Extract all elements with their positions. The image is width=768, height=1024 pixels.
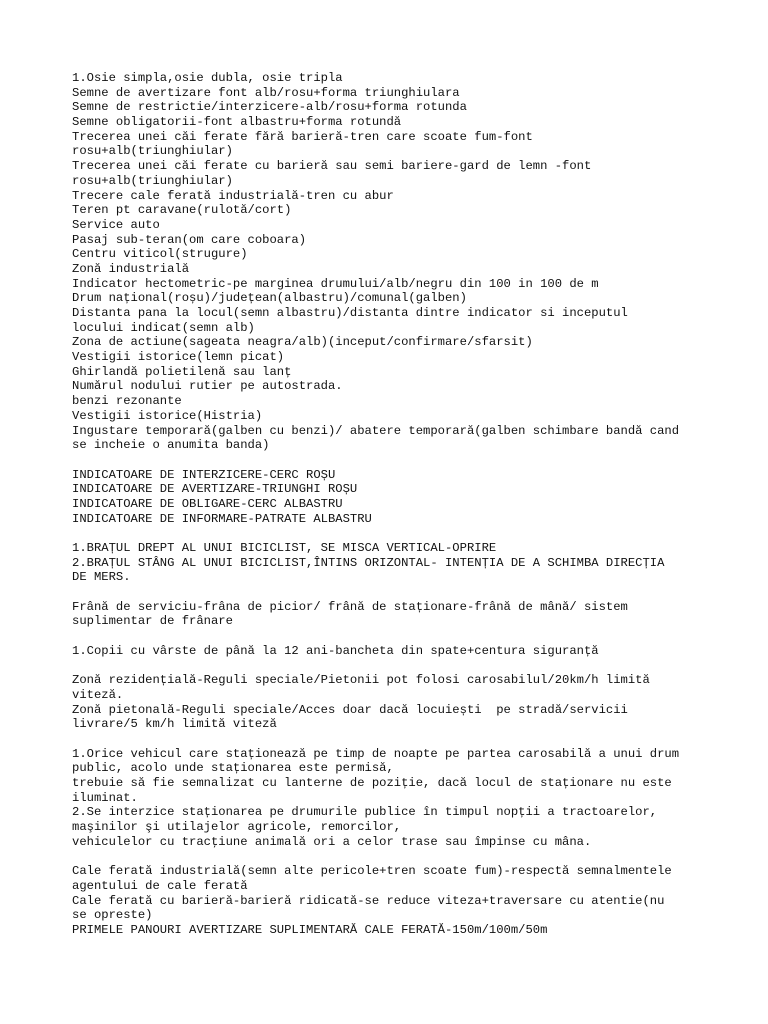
text-line: se opreste) xyxy=(72,908,153,923)
text-line: Zona de actiune(sageata neagra/alb)(inceput/confirmare/sfarsit) xyxy=(72,335,533,350)
text-line: Vestigii istorice(Histria) xyxy=(72,408,263,423)
text-line: rosu+alb(triunghiular) xyxy=(72,144,233,159)
text-line: benzi rezonante xyxy=(72,394,182,409)
text-line: Cale ferată cu barieră-barieră ridicată-se reduce viteza+traversare cu atentie(nu xyxy=(72,893,665,908)
text-line: viteză. xyxy=(72,687,124,702)
text-line: trebuie să fie semnalizat cu lanterne de poziție, dacă locul de staționare nu este xyxy=(72,776,672,790)
text-line: Ingustare temporară(galben cu benzi)/ abatere temporară(galben schimbare bandă cand xyxy=(72,423,680,438)
text-line: Ghirlandă polietilenă sau lanț xyxy=(72,364,292,379)
text-line: 2.BRAȚUL STÂNG AL UNUI BICICLIST,ÎNTINS ORIZONTAL- INTENȚIA DE A SCHIMBA DIRECȚIA xyxy=(72,555,665,570)
text-line: Pasaj sub-teran(om care coboara) xyxy=(72,232,307,247)
text-line: 2.Se interzice staționarea pe drumurile publice în timpul nopții a tractoarelor, xyxy=(72,805,658,820)
blank-line xyxy=(72,585,712,600)
text-line: iluminat. xyxy=(72,790,138,805)
document-page xyxy=(72,71,712,938)
text-line: PRIMELE PANOURI AVERTIZARE SUPLIMENTARĂ CALE FERATĂ-150m/100m/50m xyxy=(72,922,548,937)
text-line: Semne obligatorii-font albastru+forma rotundă xyxy=(72,115,402,130)
text-line: INDICATOARE DE AVERTIZARE-TRIUNGHI ROȘU xyxy=(72,482,358,497)
text-line: locului indicat(semn alb) xyxy=(72,320,255,335)
text-line: livrare/5 km/h limită viteză xyxy=(72,717,277,732)
text-line: suplimentar de frânare xyxy=(72,614,233,629)
text-line: 1.Osie simpla,osie dubla, osie tripla xyxy=(72,71,343,85)
text-line: Vestigii istorice(lemn picat) xyxy=(72,350,285,365)
blank-line xyxy=(72,849,712,864)
blank-line xyxy=(72,629,712,644)
blank-line xyxy=(72,659,712,674)
text-line: Trecere cale ferată industrială-tren cu abur xyxy=(72,188,394,203)
text-line: DE MERS. xyxy=(72,570,131,585)
text-line: maşinilor şi utilajelor agricole, remorcilor, xyxy=(72,820,402,835)
text-line: Centru viticol(strugure) xyxy=(72,247,248,262)
text-line: INDICATOARE DE OBLIGARE-CERC ALBASTRU xyxy=(72,496,343,511)
text-line: agentului de cale ferată xyxy=(72,878,248,893)
text-line: Indicator hectometric-pe marginea drumului/alb/negru din 100 in 100 de m xyxy=(72,276,599,291)
text-line: Numărul nodului rutier pe autostrada. xyxy=(72,379,343,394)
text-line: Zonă pietonală-Reguli speciale/Acces doar dacă locuiești pe stradă/servicii xyxy=(72,702,628,717)
text-line: se incheie o anumita banda) xyxy=(72,438,270,453)
text-line: Zonă rezidențială-Reguli speciale/Pietonii pot folosi carosabilul/20km/h limită xyxy=(72,673,650,688)
text-line: Zonă industrială xyxy=(72,261,190,276)
text-line: rosu+alb(triunghiular) xyxy=(72,173,233,188)
text-line: Distanta pana la locul(semn albastru)/distanta dintre indicator si inceputul xyxy=(72,306,628,320)
text-line: public, acolo unde staționarea este permisă, xyxy=(72,761,394,776)
text-line: Semne de restrictie/interzicere-alb/rosu+forma rotunda xyxy=(72,100,467,115)
text-line: Service auto xyxy=(72,217,160,232)
blank-line xyxy=(72,526,712,541)
text-line: Cale ferată industrială(semn alte pericole+tren scoate fum)-respectă semnalmentele xyxy=(72,864,672,879)
text-line: Drum național(roșu)/județean(albastru)/comunal(galben) xyxy=(72,291,467,306)
blank-line xyxy=(72,453,712,468)
text-line: Frână de serviciu-frâna de picior/ frână de staționare-frână de mână/ sistem xyxy=(72,599,628,614)
text-line: Semne de avertizare font alb/rosu+forma triunghiulara xyxy=(72,85,460,100)
text-line: vehiculelor cu tracţiune animală ori a celor trase sau împinse cu mâna. xyxy=(72,834,592,849)
text-line: INDICATOARE DE INTERZICERE-CERC ROȘU xyxy=(72,467,336,482)
text-line: 1.Orice vehicul care staționează pe timp de noapte pe partea carosabilă a unui drum xyxy=(72,746,680,761)
text-line: Trecerea unei căi ferate fără barieră-tren care scoate fum-font xyxy=(72,129,533,144)
text-line: INDICATOARE DE INFORMARE-PATRATE ALBASTRU xyxy=(72,511,372,526)
blank-line xyxy=(72,732,712,747)
text-line: Trecerea unei căi ferate cu barieră sau semi bariere-gard de lemn -font xyxy=(72,159,592,174)
text-line: 1.BRAȚUL DREPT AL UNUI BICICLIST, SE MISCA VERTICAL-OPRIRE xyxy=(72,541,497,555)
text-line: Teren pt caravane(rulotă/cort) xyxy=(72,203,292,218)
text-line: 1.Copii cu vârste de până la 12 ani-bancheta din spate+centura siguranță xyxy=(72,643,599,658)
